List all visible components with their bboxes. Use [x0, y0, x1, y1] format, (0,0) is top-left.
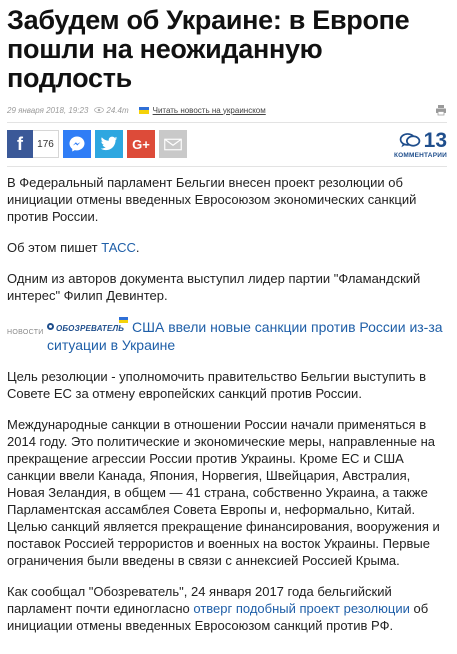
- paragraph: Об этом пишет ТАСС.: [7, 240, 140, 255]
- meta-divider: [7, 122, 447, 123]
- facebook-icon: f: [17, 133, 23, 154]
- views-count: 24.4т: [106, 105, 129, 115]
- facebook-share-count: 176: [33, 130, 59, 158]
- share-bar: [7, 130, 191, 158]
- facebook-share-button[interactable]: [7, 130, 33, 158]
- tass-link[interactable]: ТАСС: [101, 240, 136, 255]
- messenger-icon: [68, 135, 86, 153]
- comments-label: КОММЕНТАРИИ: [393, 152, 447, 159]
- related-news-block: [7, 318, 447, 354]
- email-share-button[interactable]: [159, 130, 187, 158]
- rejected-resolution-link[interactable]: отверг подобный проект резолюции: [193, 601, 410, 617]
- googleplus-icon: G+: [132, 136, 150, 152]
- views-counter: [94, 106, 128, 115]
- obozrevatel-logo: ОБОЗРЕВАТЕЛЬ: [47, 320, 124, 336]
- paragraph: Цель резолюции - уполномочить правительство Бельгии выступить в Совете ЕС за отмену европейских санкций против России.: [7, 369, 427, 402]
- paragraph: Одним из авторов документа выступил лидер партии "Фламандский интерес" Филип Девинтер.: [7, 271, 421, 303]
- email-icon: [164, 138, 182, 151]
- comments-counter[interactable]: [377, 130, 447, 164]
- paragraph: Как сообщал "Обозреватель", 24 января 2017 года бельгийский парламент почти единогласно отверг подобный проект резолюции об инициации отмены введенных Евросоюзом санкций против РФ.: [7, 584, 429, 634]
- ua-flag-icon: [139, 107, 149, 114]
- twitter-share-button[interactable]: [95, 130, 123, 158]
- comment-bubble-icon: [399, 132, 421, 150]
- share-divider: [7, 166, 447, 167]
- messenger-share-button[interactable]: [63, 130, 91, 158]
- paragraph: В Федеральный парламент Бельгии внесен проект резолюции об инициации отмены введенных Евросоюзом экономических санкций против России.: [7, 175, 417, 224]
- comments-count: 13: [423, 129, 447, 152]
- eye-icon: [94, 107, 104, 113]
- paragraph: Международные санкции в отношении России начали применяться в 2014 году. Это политические и экономические меры, направленные на прекращение агрессии России против Украины. Кроме ЕС и США санкции ввели Канада, Япония, Норвегия, Швейцария, Австралия, Новая Зеландия, в общем — 41 страна, собственно Украина, а также Парламентская ассамблея Совета Европы и, неформально, Китай. Целью санкций является прекращение финансирования, вооружения и поставок Россией террористов и военных на восток Украины. Первые ограничения были введены в связи с аннексией Россией Крыма.: [7, 417, 440, 569]
- read-ukrainian-link[interactable]: Читать новость на украинском: [152, 105, 266, 115]
- ua-flag-icon: [119, 317, 128, 323]
- article-title: Забудем об Украине: в Европе пошли на неожиданную подлость: [7, 5, 410, 93]
- article-meta: [7, 103, 447, 117]
- print-icon[interactable]: [435, 104, 447, 116]
- article-body: [7, 174, 447, 648]
- twitter-icon: [100, 136, 118, 152]
- googleplus-share-button[interactable]: [127, 130, 155, 158]
- related-news-link[interactable]: США ввели новые санкции против России из-за ситуации в Украине: [47, 319, 443, 354]
- article-date: 29 января 2018, 19:23: [7, 105, 89, 115]
- related-news-label: НОВОСТИ: [7, 329, 44, 336]
